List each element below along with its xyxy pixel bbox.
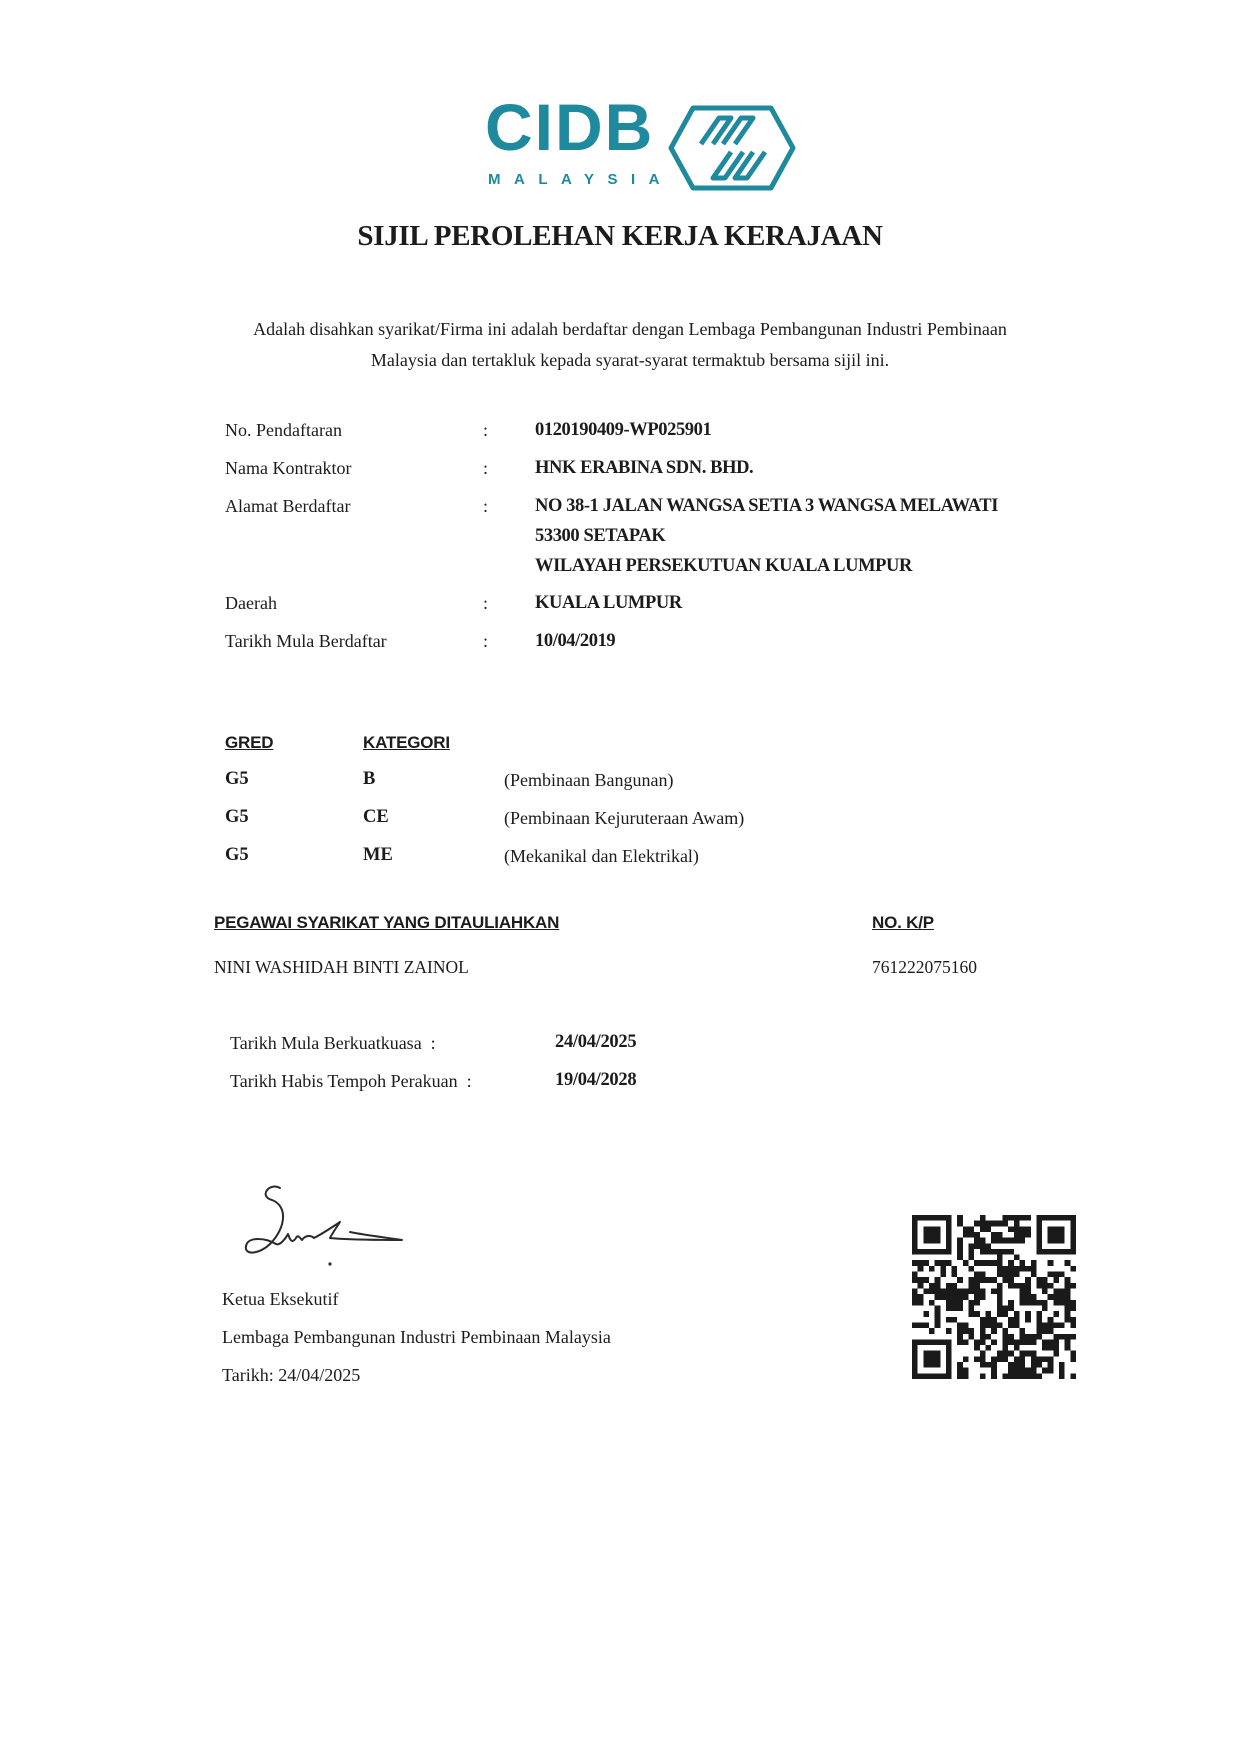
intro-text	[200, 314, 1060, 376]
category-header: KATEGORI	[363, 733, 450, 752]
contractor-name-label: Nama Kontraktor	[225, 458, 352, 478]
category-cell: ME	[363, 845, 393, 865]
logo-wordmark: CIDB	[485, 90, 655, 164]
category-description: (Pembinaan Bangunan)	[504, 770, 674, 790]
registration-start-label: Tarikh Mula Berdaftar	[225, 631, 387, 651]
registration-no-label: No. Pendaftaran	[225, 420, 342, 440]
signatory-organization: Lembaga Pembangunan Industri Pembinaan Malaysia	[222, 1327, 611, 1347]
address-line-2: 53300 SETAPAK	[535, 526, 666, 546]
address-line-1: NO 38-1 JALAN WANGSA SETIA 3 WANGSA MELAWATI	[535, 496, 998, 516]
category-cell: B	[363, 769, 376, 789]
validity-end-value: 19/04/2028	[555, 1070, 637, 1090]
logo-subtitle: MALAYSIA	[488, 171, 673, 188]
grade-cell: G5	[225, 769, 249, 789]
colon: :	[483, 458, 489, 478]
category-description: (Pembinaan Kejuruteraan Awam)	[504, 808, 745, 828]
registration-no-value: 0120190409-WP025901	[535, 420, 712, 440]
officer-id-number: 761222075160	[872, 957, 977, 977]
colon: :	[483, 420, 489, 440]
address-label: Alamat Berdaftar	[225, 496, 351, 516]
qr-code-icon	[912, 1215, 1076, 1379]
colon: :	[483, 631, 489, 651]
intro-line-2: Malaysia dan tertakluk kepada syarat-syarat termaktub bersama sijil ini.	[370, 350, 890, 370]
validity-start-label: Tarikh Mula Berkuatkuasa :	[230, 1033, 436, 1053]
category-cell: CE	[363, 807, 389, 827]
colon: :	[483, 496, 489, 516]
grade-cell: G5	[225, 845, 249, 865]
grade-cell: G5	[225, 807, 249, 827]
intro-line-1: Adalah disahkan syarikat/Firma ini adalah berdaftar dengan Lembaga Pembangunan Industri Pembinaan	[253, 319, 1007, 339]
registration-start-value: 10/04/2019	[535, 631, 616, 651]
officer-header: PEGAWAI SYARIKAT YANG DITAULIAHKAN	[214, 913, 560, 932]
grade-header: GRED	[225, 733, 274, 752]
id-number-header: NO. K/P	[872, 913, 934, 932]
district-value: KUALA LUMPUR	[535, 593, 682, 613]
address-value	[535, 491, 998, 581]
address-line-3: WILAYAH PERSEKUTUAN KUALA LUMPUR	[535, 556, 912, 576]
officer-name: NINI WASHIDAH BINTI ZAINOL	[214, 957, 469, 977]
certificate-title: SIJIL PEROLEHAN KERJA KERAJAAN	[357, 220, 883, 252]
district-label: Daerah	[225, 593, 277, 613]
validity-end-label: Tarikh Habis Tempoh Perakuan :	[230, 1071, 472, 1091]
validity-start-value: 24/04/2025	[555, 1032, 637, 1052]
signature-date: Tarikh: 24/04/2025	[222, 1365, 361, 1385]
cidb-logo	[485, 90, 805, 200]
category-description: (Mekanikal dan Elektrikal)	[504, 846, 699, 866]
cidb-hexagon-logo-icon	[667, 104, 797, 192]
signatory-position: Ketua Eksekutif	[222, 1289, 339, 1309]
contractor-name-value: HNK ERABINA SDN. BHD.	[535, 458, 754, 478]
signature-icon	[240, 1178, 420, 1278]
colon: :	[483, 593, 489, 613]
